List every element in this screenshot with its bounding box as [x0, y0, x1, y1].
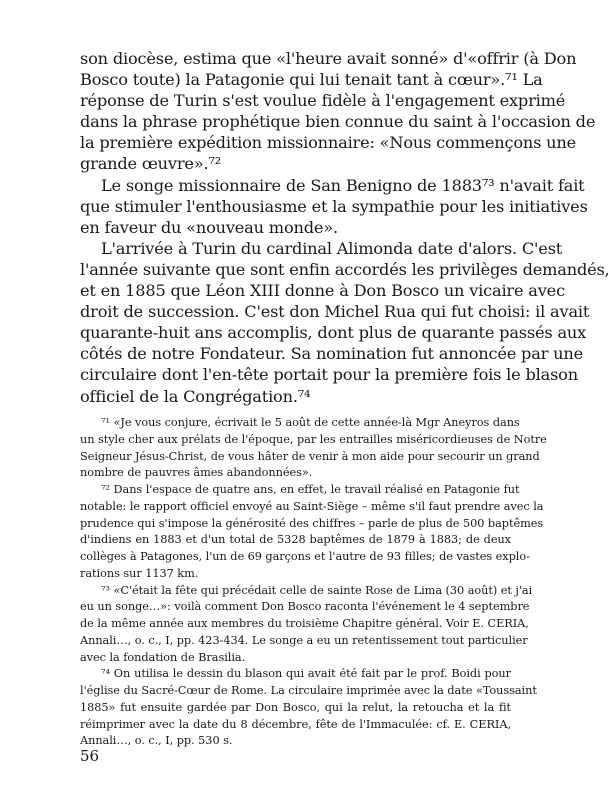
footnote-line: Seigneur Jésus-Christ, de vous hâter de venir à mon aide pour secourir un grand [80, 449, 540, 463]
body-line: côtés de notre Fondateur. Sa nomination fut annoncée par une [80, 344, 583, 364]
body-line: L'arrivée à Turin du cardinal Alimonda date d'alors. C'est [101, 238, 563, 258]
footnote-line: collèges à Patagones, l'un de 69 garçons et l'autre de 93 filles; de vastes explo- [80, 550, 530, 563]
footnote-line: réimprimer avec la date du 8 décembre, fête de l'Immaculée: cf. E. CERIA, [80, 717, 511, 731]
footnote-line: prudence qui s'impose la générosité des chiffres – parle de plus de 500 baptêmes [80, 516, 544, 530]
footnote-line: Annali…, o. c., I, pp. 530 s. [80, 734, 233, 748]
body-line: circulaire dont l'en-tête portait pour la première fois le blason [80, 365, 578, 385]
footnote-line: notable: le rapport officiel envoyé au Saint-Siège – même s'il faut prendre avec la [80, 499, 544, 513]
body-line: l'année suivante que sont enfin accordés les privilèges demandés, [80, 259, 610, 279]
footnote-line: un style cher aux prélats de l'époque, par les entrailles miséricordieuses de Notre [80, 432, 547, 446]
body-line: en faveur du «nouveau monde». [80, 217, 338, 237]
body-line: dans la phrase prophétique bien connue du saint à l'occasion de [80, 112, 596, 132]
body-line: Le songe missionnaire de San Benigno de 1883⁷³ n'avait fait [101, 175, 585, 195]
page-number: 56 [80, 747, 100, 765]
body-line: son diocèse, estima que «l'heure avait sonné» d'«offrir (à Don [80, 49, 577, 68]
main-text [80, 48, 610, 407]
body-line: droit de succession. C'est don Michel Rua qui fut choisi: il avait [80, 302, 590, 322]
footnote-line: ⁷¹ «Je vous conjure, écrivait le 5 août de cette année-là Mgr Aneyros dans [101, 416, 520, 429]
footnote-line: avec la fondation de Brasilia. [80, 650, 246, 664]
body-line: Bosco toute) la Patagonie qui lui tenait tant à cœur».⁷¹ La [80, 70, 543, 90]
body-line: que stimuler l'enthousiasme et la sympathie pour les initiatives [80, 196, 588, 216]
footnote-line: d'indiens en 1883 et d'un total de 5328 baptêmes de 1879 à 1883; de deux [80, 533, 511, 547]
footnote-line: Annali…, o. c., I, pp. 423-434. Le songe a eu un retentissement tout particulier [80, 633, 528, 647]
footnotes [80, 415, 547, 750]
footnote-line: ⁷⁴ On utilisa le dessin du blason qui avait été fait par le prof. Boidi pour [101, 667, 511, 681]
footnote-line: de la même année aux membres du troisième Chapitre général. Voir E. CERIA, [80, 617, 529, 630]
body-line: officiel de la Congrégation.⁷⁴ [80, 386, 311, 406]
footnote-line: ⁷² Dans l'espace de quatre ans, en effet, le travail réalisé en Patagonie fut [101, 483, 520, 496]
body-line: et en 1885 que Léon XIII donne à Don Bosco un vicaire avec [80, 281, 565, 301]
body-line: réponse de Turin s'est voulue fidèle à l'engagement exprimé [80, 91, 566, 111]
footnote-line: eu un songe…»: voilà comment Don Bosco raconta l'événement le 4 septembre [80, 600, 530, 614]
body-line: grande œuvre».⁷² [80, 154, 221, 174]
body-line: la première expédition missionnaire: «Nous commençons une [80, 133, 577, 153]
body-line: quarante-huit ans accomplis, dont plus de quarante passés aux [80, 323, 587, 343]
footnote-line: ⁷³ «C'était la fête qui précédait celle de sainte Rose de Lima (30 août) et j'ai [101, 583, 533, 597]
footnote-line: 1885» fut ensuite gardée par Don Bosco, qui la relut, la retoucha et la fit [80, 700, 511, 714]
footnote-line: nombre de pauvres âmes abandonnées». [80, 466, 313, 480]
footnote-line: rations sur 1137 km. [80, 566, 199, 580]
footnote-line: l'église du Sacré-Cœur de Rome. La circulaire imprimée avec la date «Toussaint [80, 684, 537, 697]
